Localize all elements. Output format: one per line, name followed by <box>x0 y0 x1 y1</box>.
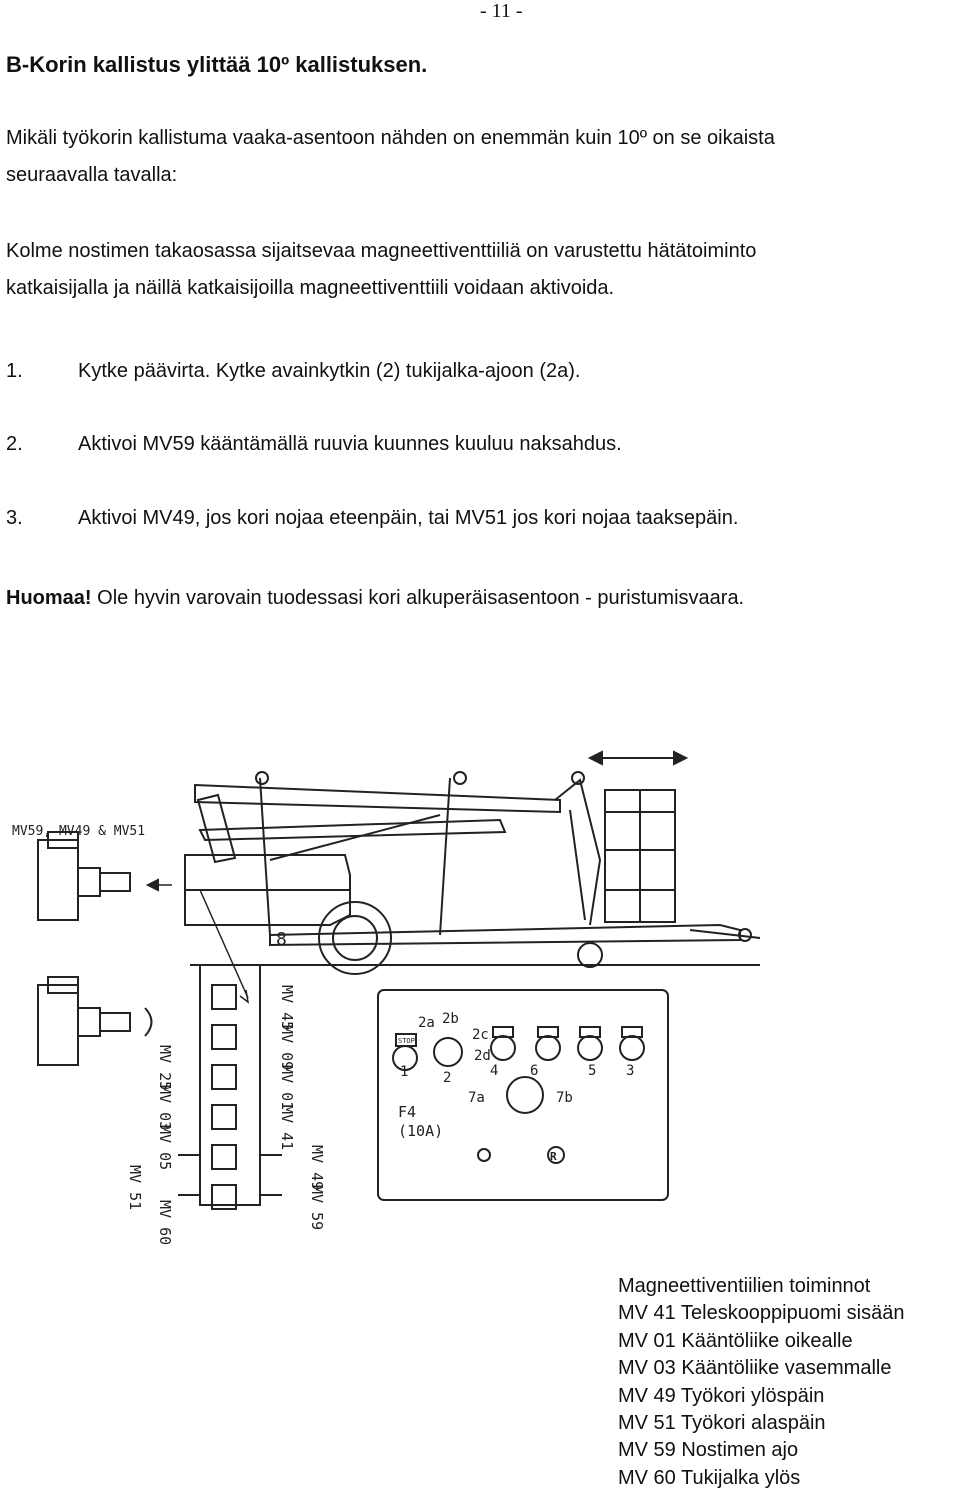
r-mark: R <box>550 1150 557 1163</box>
callout-8: 8 <box>276 929 287 950</box>
paragraph-1-line-2: seuraavalla tavalla: <box>6 164 178 186</box>
step-1 <box>6 353 580 390</box>
valve-label-mv59: MV 59 <box>308 1185 326 1231</box>
panel-label-2d: 2d <box>474 1048 491 1064</box>
solenoid-coil-lower <box>38 985 78 1065</box>
paragraph-1 <box>6 120 775 194</box>
panel-label-1: 1 <box>400 1064 409 1080</box>
legend-item: MV 51 Työkori alaspäin <box>618 1412 826 1435</box>
paragraph-2 <box>6 233 756 307</box>
valve-label-mv03: MV 03 <box>156 1085 174 1131</box>
fuse-label-10a: (10A) <box>398 1122 444 1140</box>
panel-label-4: 4 <box>490 1063 499 1079</box>
panel-label-7b: 7b <box>556 1090 573 1106</box>
legend-item: MV 03 Kääntöliike vasemmalle <box>618 1357 892 1380</box>
warning-note <box>6 580 744 617</box>
wheel-outer <box>319 902 391 974</box>
jockey-wheel <box>578 943 602 967</box>
valve-label-mv41: MV 41 <box>278 1105 296 1151</box>
valve-label-mv51: MV 51 <box>126 1165 144 1211</box>
valve-label-mv05: MV 05 <box>156 1125 174 1171</box>
boom-lower <box>200 820 505 840</box>
paragraph-2-line-2: katkaisijalla ja näillä katkaisijoilla magneettiventtiili voidaan aktivoida. <box>6 277 615 299</box>
valve-label-mv25: MV 25 <box>156 1045 174 1091</box>
panel-label-2: 2 <box>443 1070 452 1086</box>
right-valve-labels <box>278 985 326 1230</box>
legend-item: MV 01 Kääntöliike oikealle <box>618 1329 853 1352</box>
valve-label-mv60: MV 60 <box>156 1200 174 1246</box>
fuse-label-f4: F4 <box>398 1103 417 1121</box>
panel-label-7a: 7a <box>468 1090 485 1106</box>
panel-label-5: 5 <box>588 1063 597 1079</box>
technical-drawing <box>0 740 960 1280</box>
valve-label-mv09: MV 09 <box>278 1025 296 1071</box>
step-3-number: 3. <box>6 507 23 529</box>
step-2-number: 2. <box>6 433 23 455</box>
valve-label-mv49: MV 49 <box>308 1145 326 1191</box>
step-3-text: Aktivoi MV49, jos kori nojaa eteenpäin, tai MV51 jos kori nojaa taaksepäin. <box>78 507 739 529</box>
step-1-number: 1. <box>6 360 23 382</box>
warning-label: Huomaa! <box>6 587 92 609</box>
paragraph-2-line-1: Kolme nostimen takaosassa sijaitsevaa magneettiventtiiliä on varustettu hätätoiminto <box>6 240 757 262</box>
legend-item: MV 59 Nostimen ajo <box>618 1439 799 1462</box>
panel-label-2c: 2c <box>472 1027 489 1043</box>
valve-caption: MV59, MV49 & MV51 <box>12 824 146 839</box>
left-valve-labels <box>126 1045 174 1245</box>
technical-drawing-svg <box>0 740 960 1280</box>
panel-label-2a: 2a <box>418 1015 435 1031</box>
step-2-text: Aktivoi MV59 kääntämällä ruuvia kuunnes kuuluu naksahdus. <box>78 433 622 455</box>
legend-item: MV 49 Työkori ylöspäin <box>618 1384 825 1407</box>
step-2 <box>6 426 622 463</box>
panel-label-6: 6 <box>530 1063 539 1079</box>
wheel-inner <box>333 916 377 960</box>
warning-text: Ole hyvin varovain tuodessasi kori alkuperäisasentoon - puristumisvaara. <box>91 587 745 609</box>
chassis-frame <box>270 925 740 945</box>
legend-item: MV 41 Teleskooppipuomi sisään <box>618 1302 905 1325</box>
paragraph-1-line-1: Mikäli työkorin kallistuma vaaka-asentoon nähden on enemmän kuin 10º on se oikaista <box>6 127 775 149</box>
stop-label: STOP <box>398 1037 415 1045</box>
page-number: - 11 - <box>480 0 523 22</box>
panel-labels <box>398 1011 634 1163</box>
valve-function-legend <box>618 1273 904 1492</box>
step-3 <box>6 500 738 537</box>
panel-label-2b: 2b <box>442 1011 459 1027</box>
section-heading: B-Korin kallistus ylittää 10º kallistuksen. <box>6 52 428 77</box>
valve-label-mv01: MV 01 <box>278 1065 296 1111</box>
solenoid-coil-upper <box>38 840 78 920</box>
legend-title: Magneettiventiilien toiminnot <box>618 1275 871 1297</box>
boom-upper <box>195 785 560 812</box>
step-1-text: Kytke päävirta. Kytke avainkytkin (2) tukijalka-ajoon (2a). <box>78 360 581 382</box>
key-switch <box>434 1038 462 1066</box>
valve-label-mv45: MV 45 <box>278 985 296 1031</box>
panel-label-3: 3 <box>626 1063 635 1079</box>
joystick <box>507 1077 543 1113</box>
legend-item: MV 60 Tukijalka ylös <box>618 1466 801 1489</box>
